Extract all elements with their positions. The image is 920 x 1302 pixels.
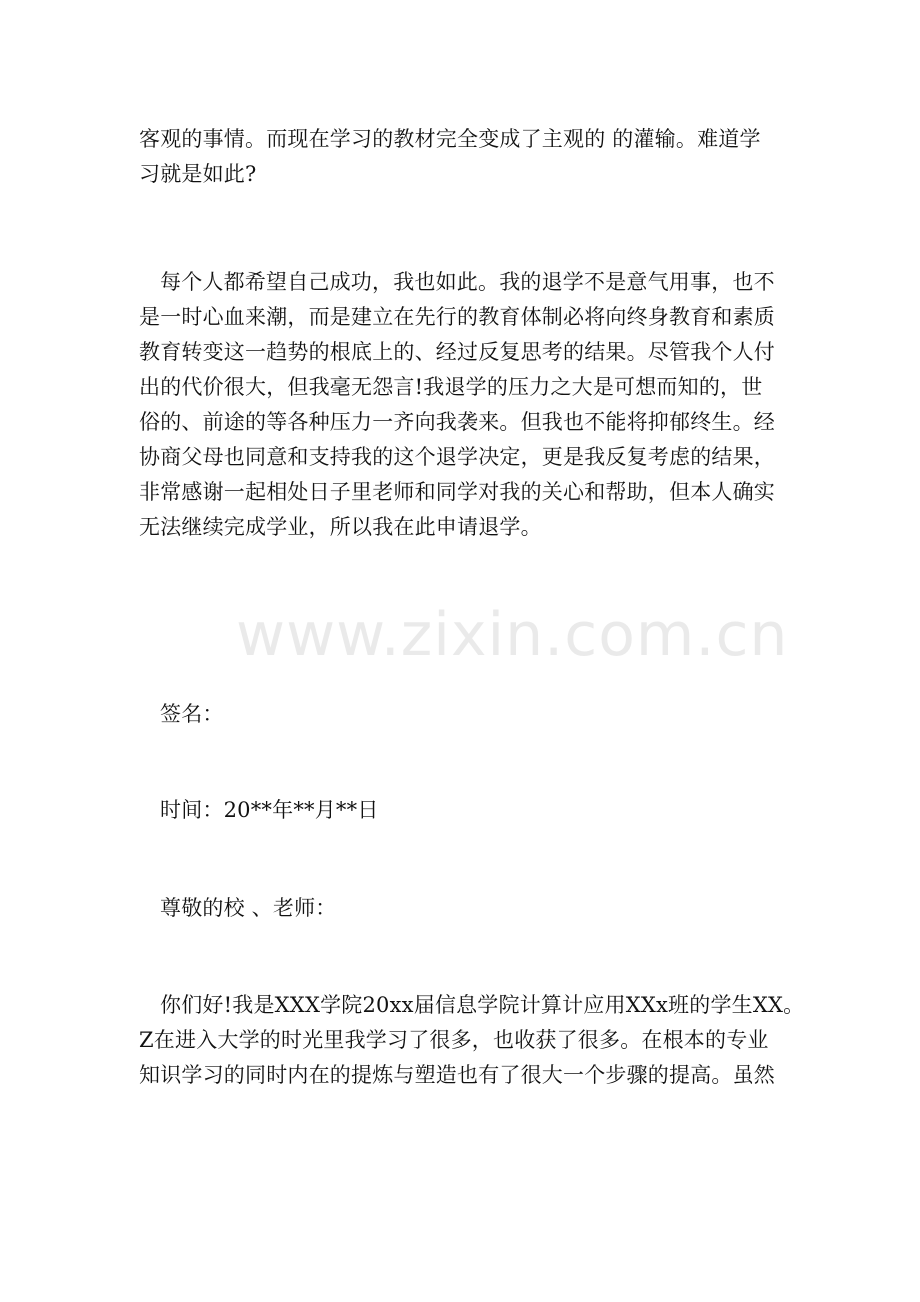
text-line: 知识学习的同时内在的提炼与塑造也有了很大一个步骤的提高。虽然 xyxy=(139,1063,775,1087)
date-line xyxy=(139,793,789,828)
paragraph-reason xyxy=(139,265,789,545)
signature-line xyxy=(139,697,789,732)
salutation xyxy=(139,891,789,926)
text-line: 每个人都希望自己成功，我也如此。我的退学不是意气用事，也不 xyxy=(160,270,775,294)
salutation-text: 尊敬的校 、老师： xyxy=(160,896,337,920)
text-line: 出的代价很大，但我毫无怨言!我退学的压力之大是可想而知的，世 xyxy=(139,375,763,399)
date-label: 时间：20**年**月**日 xyxy=(160,798,379,822)
text-line: 是一时心血来潮，而是建立在先行的教育体制必将向终身教育和素质 xyxy=(139,305,775,329)
text-line: Z在进入大学的时光里我学习了很多，也收获了很多。在根本的专业 xyxy=(139,1028,769,1052)
text-line: 教育转变这一趋势的根底上的、经过反复思考的结果。尽管我个人付 xyxy=(139,340,775,364)
text-line: 习就是如此? xyxy=(139,162,257,186)
text-line: 客观的事情。而现在学习的教材完全变成了主观的 的灌输。难道学 xyxy=(139,127,761,151)
text-line: 非常感谢一起相处日子里老师和同学对我的关心和帮助，但本人确实 xyxy=(139,480,775,504)
paragraph-introduction xyxy=(139,988,805,1093)
text-line: 俗的、前途的等各种压力一齐向我袭来。但我也不能将抑郁终生。经 xyxy=(139,410,775,434)
watermark: www.zixin.com.cn xyxy=(236,600,789,670)
text-line: 无法继续完成学业，所以我在此申请退学。 xyxy=(139,515,542,539)
text-line: 你们好!我是XXX学院20xx届信息学院计算计应用XXx班的学生XX。 xyxy=(160,993,805,1017)
signature-label: 签名： xyxy=(160,702,224,726)
paragraph-continuation xyxy=(139,122,789,192)
text-line: 协商父母也同意和支持我的这个退学决定，更是我反复考虑的结果， xyxy=(139,445,775,469)
